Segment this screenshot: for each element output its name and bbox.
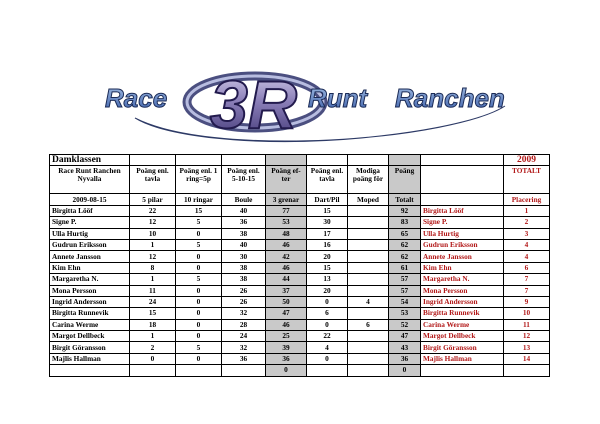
table-row — [50, 251, 550, 262]
cell-tavla: 12 — [130, 251, 176, 262]
logo-word-runt: Runt — [308, 83, 368, 113]
cell-dart: 30 — [307, 217, 348, 228]
cell-total: 57 — [389, 274, 421, 285]
cell-boule: 30 — [222, 251, 266, 262]
cell-rname: Kim Ehn — [421, 262, 504, 273]
cell-rname: Mona Persson — [421, 285, 504, 296]
subheader-tavla: 5 pilar — [130, 194, 176, 205]
cell-boule: 38 — [222, 228, 266, 239]
header-row — [50, 166, 550, 194]
cell-efter: 46 — [266, 239, 307, 250]
table-row — [50, 319, 550, 330]
cell-total: 61 — [389, 262, 421, 273]
cell-name: Ingrid Andersson — [50, 296, 130, 307]
cell-boule: 24 — [222, 331, 266, 342]
year-label: 2009 — [504, 155, 550, 166]
cell-total: 65 — [389, 228, 421, 239]
score-table — [49, 154, 550, 377]
cell-dart: 22 — [307, 331, 348, 342]
table-row — [50, 331, 550, 342]
cell-rname: Birgitta Lööf — [421, 205, 504, 216]
subheader-efter: 3 grenar — [266, 194, 307, 205]
cell-moped — [348, 331, 389, 342]
table-row — [50, 353, 550, 364]
cell-ringar: 5 — [176, 239, 222, 250]
cell-rname: Gudrun Eriksson — [421, 239, 504, 250]
cell-efter: 77 — [266, 205, 307, 216]
table-row — [50, 205, 550, 216]
cell-efter: 47 — [266, 308, 307, 319]
cell-tavla: 2 — [130, 342, 176, 353]
cell-dart: 16 — [307, 239, 348, 250]
cell-ringar: 0 — [176, 296, 222, 307]
cell-tavla: 1 — [130, 274, 176, 285]
cell-ringar: 0 — [176, 285, 222, 296]
cell-name: Ulla Hurtig — [50, 228, 130, 239]
cell-dart: 13 — [307, 274, 348, 285]
race-runt-ranchen-logo — [50, 50, 550, 150]
cell-efter: 37 — [266, 285, 307, 296]
cell-efter: 53 — [266, 217, 307, 228]
cell-moped — [348, 308, 389, 319]
cell-place: 11 — [504, 319, 550, 330]
cell-place: 4 — [504, 239, 550, 250]
header-poang: Poäng — [389, 166, 421, 194]
cell-dart: 20 — [307, 251, 348, 262]
cell-boule: 36 — [222, 217, 266, 228]
table-row — [50, 274, 550, 285]
logo-word-ranchen: Ranchen — [395, 83, 505, 113]
cell-tavla: 1 — [130, 331, 176, 342]
header-moped: Modiga poäng för — [348, 166, 389, 194]
cell-dart: 6 — [307, 308, 348, 319]
cell-tavla: 1 — [130, 239, 176, 250]
cell-rname: Annete Jansson — [421, 251, 504, 262]
cell-name: Majlis Hallman — [50, 353, 130, 364]
header-name: Race Runt Ranchen Nyvalla — [50, 166, 130, 194]
cell-efter: 48 — [266, 228, 307, 239]
cell-moped — [348, 342, 389, 353]
title-row — [50, 155, 550, 166]
cell-efter: 36 — [266, 353, 307, 364]
cell-moped — [348, 285, 389, 296]
table-row — [50, 285, 550, 296]
cell-moped — [348, 274, 389, 285]
table-row — [50, 262, 550, 273]
footer-efter: 0 — [266, 365, 307, 376]
subheader-ringar: 10 ringar — [176, 194, 222, 205]
cell-tavla: 22 — [130, 205, 176, 216]
header-boule: Poäng enl. 5-10-15 — [222, 166, 266, 194]
cell-place: 7 — [504, 274, 550, 285]
cell-rname: Ulla Hurtig — [421, 228, 504, 239]
subheader-boule: Boule — [222, 194, 266, 205]
cell-moped: 4 — [348, 296, 389, 307]
cell-place: 10 — [504, 308, 550, 319]
header-efter: Poäng ef- ter — [266, 166, 307, 194]
cell-rname: Margot Dellbeck — [421, 331, 504, 342]
cell-rname: Majlis Hallman — [421, 353, 504, 364]
cell-boule: 40 — [222, 205, 266, 216]
cell-total: 47 — [389, 331, 421, 342]
table-row — [50, 239, 550, 250]
cell-ringar: 5 — [176, 274, 222, 285]
cell-tavla: 10 — [130, 228, 176, 239]
cell-moped — [348, 239, 389, 250]
cell-name: Birgitta Runnevik — [50, 308, 130, 319]
cell-rname: Signe P. — [421, 217, 504, 228]
subheader-date: 2009-08-15 — [50, 194, 130, 205]
cell-ringar: 0 — [176, 319, 222, 330]
cell-total: 92 — [389, 205, 421, 216]
cell-efter: 39 — [266, 342, 307, 353]
cell-boule: 40 — [222, 239, 266, 250]
cell-efter: 46 — [266, 319, 307, 330]
cell-ringar: 5 — [176, 342, 222, 353]
cell-dart: 20 — [307, 285, 348, 296]
cell-ringar: 0 — [176, 251, 222, 262]
cell-tavla: 12 — [130, 217, 176, 228]
cell-name: Kim Ehn — [50, 262, 130, 273]
table-row — [50, 296, 550, 307]
cell-moped — [348, 228, 389, 239]
cell-total: 53 — [389, 308, 421, 319]
footer-row — [50, 365, 550, 376]
cell-total: 43 — [389, 342, 421, 353]
logo-word-race: Race — [105, 83, 168, 113]
cell-efter: 42 — [266, 251, 307, 262]
cell-boule: 32 — [222, 308, 266, 319]
cell-dart: 0 — [307, 353, 348, 364]
cell-name: Gudrun Eriksson — [50, 239, 130, 250]
cell-boule: 36 — [222, 353, 266, 364]
cell-rname: Birgit Göransson — [421, 342, 504, 353]
cell-moped — [348, 353, 389, 364]
cell-boule: 26 — [222, 296, 266, 307]
cell-dart: 0 — [307, 296, 348, 307]
cell-place: 2 — [504, 217, 550, 228]
cell-name: Carina Werme — [50, 319, 130, 330]
cell-ringar: 0 — [176, 353, 222, 364]
cell-total: 83 — [389, 217, 421, 228]
table-row — [50, 308, 550, 319]
cell-dart: 4 — [307, 342, 348, 353]
cell-name: Margot Dellbeck — [50, 331, 130, 342]
cell-place: 7 — [504, 285, 550, 296]
cell-moped: 6 — [348, 319, 389, 330]
cell-dart: 15 — [307, 205, 348, 216]
cell-place: 14 — [504, 353, 550, 364]
cell-total: 54 — [389, 296, 421, 307]
cell-rname: Birgitta Runnevik — [421, 308, 504, 319]
subheader-poang: Totalt — [389, 194, 421, 205]
cell-place: 12 — [504, 331, 550, 342]
table-row — [50, 342, 550, 353]
table-row — [50, 217, 550, 228]
cell-tavla: 15 — [130, 308, 176, 319]
cell-ringar: 0 — [176, 262, 222, 273]
cell-dart: 17 — [307, 228, 348, 239]
table-row — [50, 228, 550, 239]
subheader-row — [50, 194, 550, 205]
header-tavla: Poäng enl. tavla — [130, 166, 176, 194]
cell-rname: Ingrid Andersson — [421, 296, 504, 307]
cell-ringar: 15 — [176, 205, 222, 216]
cell-place: 6 — [504, 262, 550, 273]
cell-efter: 46 — [266, 262, 307, 273]
header-total: TOTALT — [504, 166, 550, 194]
class-title: Damklassen — [50, 155, 130, 166]
cell-tavla: 11 — [130, 285, 176, 296]
cell-ringar: 5 — [176, 217, 222, 228]
cell-dart: 15 — [307, 262, 348, 273]
cell-total: 62 — [389, 239, 421, 250]
cell-place: 3 — [504, 228, 550, 239]
cell-name: Mona Persson — [50, 285, 130, 296]
cell-tavla: 18 — [130, 319, 176, 330]
cell-efter: 44 — [266, 274, 307, 285]
cell-ringar: 0 — [176, 331, 222, 342]
subheader-moped: Moped — [348, 194, 389, 205]
cell-moped — [348, 251, 389, 262]
cell-total: 57 — [389, 285, 421, 296]
cell-tavla: 24 — [130, 296, 176, 307]
header-ringar: Poäng enl. 1 ring=5p — [176, 166, 222, 194]
cell-name: Annete Jansson — [50, 251, 130, 262]
cell-name: Birgitta Lööf — [50, 205, 130, 216]
cell-tavla: 0 — [130, 353, 176, 364]
cell-place: 9 — [504, 296, 550, 307]
cell-efter: 25 — [266, 331, 307, 342]
footer-total: 0 — [389, 365, 421, 376]
cell-boule: 38 — [222, 274, 266, 285]
cell-boule: 32 — [222, 342, 266, 353]
cell-total: 62 — [389, 251, 421, 262]
cell-dart: 0 — [307, 319, 348, 330]
subheader-placering: Placering — [504, 194, 550, 205]
cell-ringar: 0 — [176, 308, 222, 319]
cell-tavla: 8 — [130, 262, 176, 273]
cell-moped — [348, 217, 389, 228]
cell-ringar: 0 — [176, 228, 222, 239]
cell-rname: Margaretha N. — [421, 274, 504, 285]
cell-total: 52 — [389, 319, 421, 330]
cell-rname: Carina Werme — [421, 319, 504, 330]
cell-total: 36 — [389, 353, 421, 364]
cell-name: Signe P. — [50, 217, 130, 228]
subheader-dart: Dart/Pil — [307, 194, 348, 205]
cell-boule: 38 — [222, 262, 266, 273]
cell-place: 4 — [504, 251, 550, 262]
cell-moped — [348, 205, 389, 216]
cell-place: 13 — [504, 342, 550, 353]
logo-3r: 3R — [210, 67, 297, 143]
cell-name: Birgit Göransson — [50, 342, 130, 353]
cell-moped — [348, 262, 389, 273]
cell-efter: 50 — [266, 296, 307, 307]
header-dart: Poäng enl. tavla — [307, 166, 348, 194]
cell-place: 1 — [504, 205, 550, 216]
cell-name: Margaretha N. — [50, 274, 130, 285]
cell-boule: 26 — [222, 285, 266, 296]
cell-boule: 28 — [222, 319, 266, 330]
